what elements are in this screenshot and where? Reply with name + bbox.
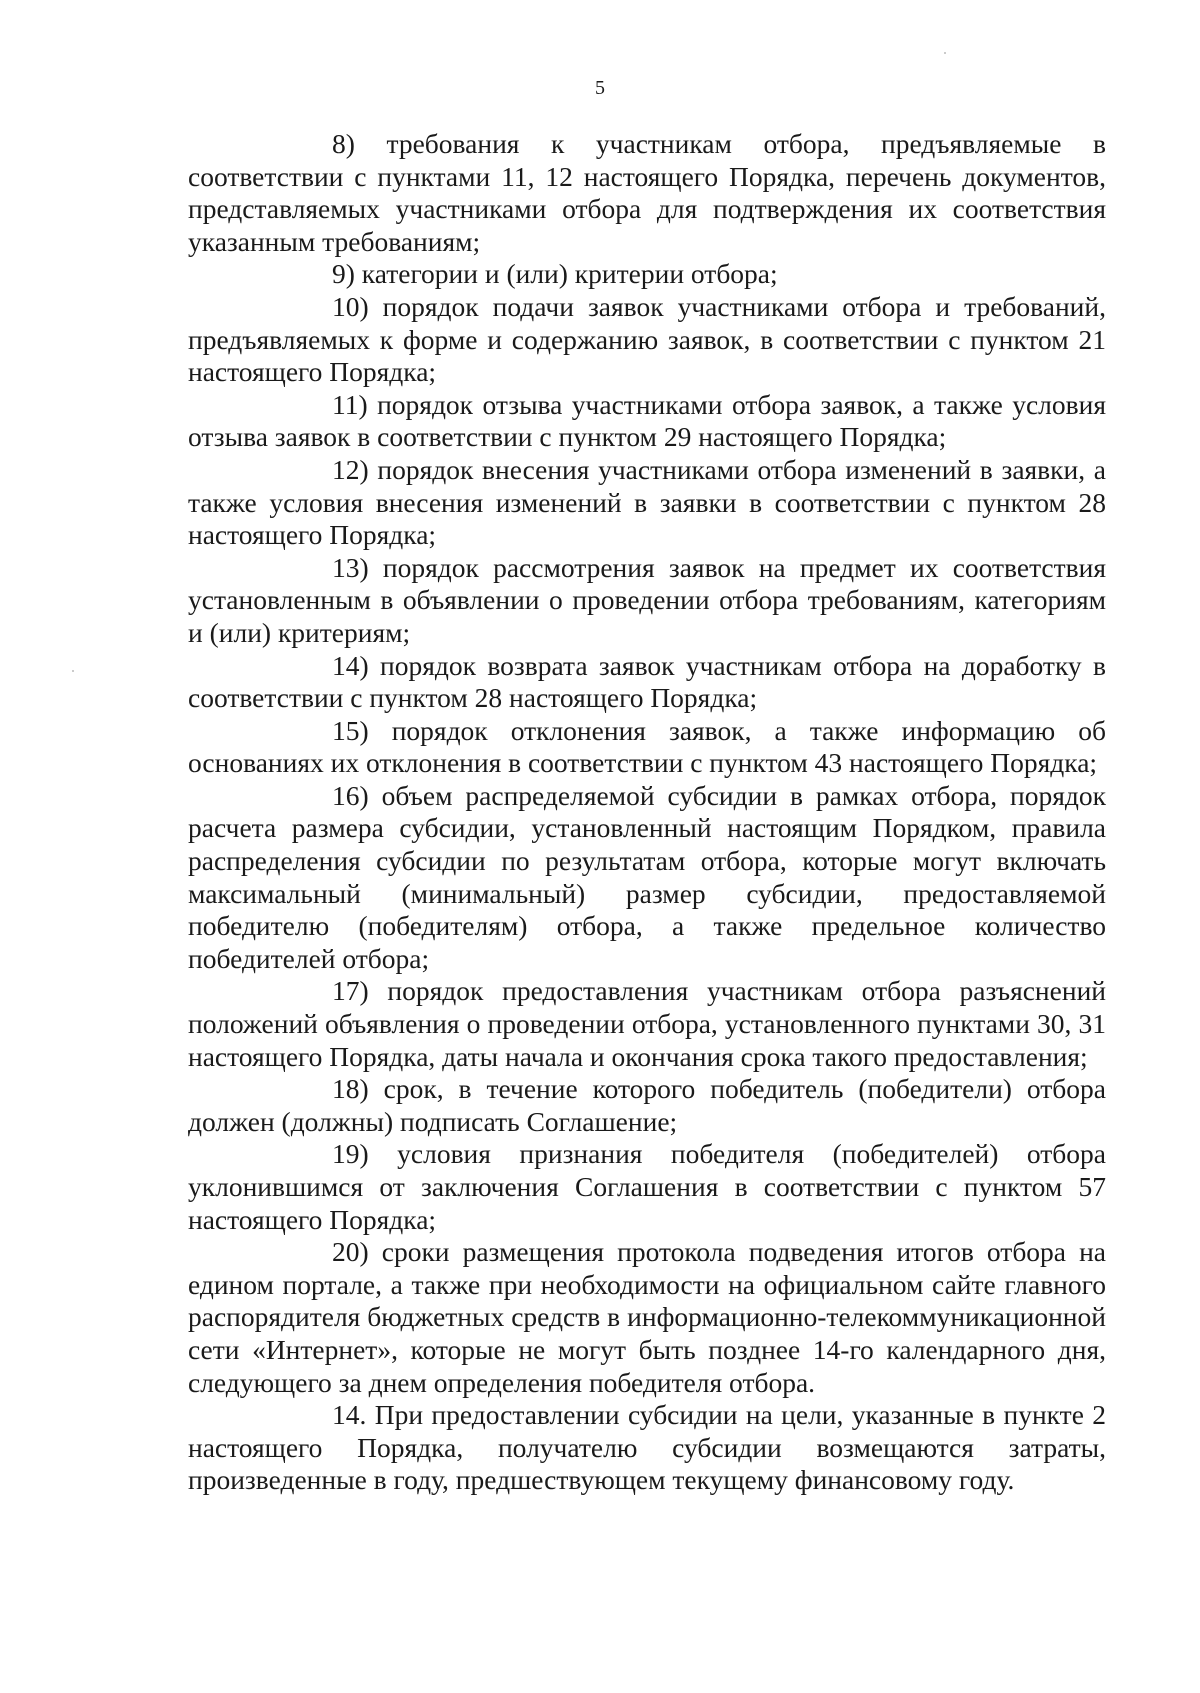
item-text: порядок отклонения заявок, а также информацию об основаниях их отклонения в соответствии с пунктом 43 настоящего Порядка;	[188, 714, 1106, 779]
item-text: сроки размещения протокола подведения итогов отбора на едином портале, а также при необходимости на официальном сайте главного распорядителя бюджетных средств в информационно-телекоммуникационной сети «Интернет», которые не могут быть позднее 14-го календарного дня, следующего за днем определения победителя отбора.	[188, 1236, 1106, 1398]
scan-speck	[72, 670, 74, 672]
item-text: порядок предоставления участникам отбора разъяснений положений объявления о проведении отбора, установленного пунктами 30, 31 настоящего Порядка, даты начала и окончания срока такого предоставления;	[188, 975, 1107, 1072]
item-number: 10)	[332, 290, 369, 322]
item-number: 16)	[332, 779, 369, 811]
section-number: 14.	[332, 1399, 367, 1431]
item-text: порядок отзыва участниками отбора заявок, а также условия отзыва заявок в соответствии с пунктом 29 настоящего Порядка;	[188, 388, 1106, 453]
list-item-19	[188, 1138, 1106, 1236]
item-text: срок, в течение которого победитель (победители) отбора должен (должны) подписать Соглашение;	[188, 1073, 1107, 1137]
item-text: порядок возврата заявок участникам отбора на доработку в соответствии с пунктом 28 настоящего Порядка;	[188, 649, 1106, 714]
page-number: 5	[595, 77, 605, 99]
scan-speck	[944, 52, 946, 54]
list-item-14	[188, 650, 1106, 715]
list-item-18	[188, 1073, 1106, 1138]
item-text: порядок подачи заявок участниками отбора и требований, предъявляемых к форме и содержанию заявок, в соответствии с пунктом 21 настоящего Порядка;	[188, 290, 1106, 388]
list-item-12	[188, 454, 1106, 552]
item-text: порядок внесения участниками отбора изменений в заявки, а также условия внесения изменений в заявки в соответствии с пунктом 28 настоящего Порядка;	[188, 453, 1106, 551]
item-number: 13)	[332, 551, 369, 583]
list-item-11	[188, 389, 1106, 454]
item-text: порядок рассмотрения заявок на предмет их соответствия установленным в объявлении о проведении отбора требованиям, категориям и (или) критериям;	[188, 551, 1107, 648]
item-number: 19)	[332, 1138, 369, 1170]
item-number: 20)	[332, 1236, 369, 1268]
item-number: 9)	[332, 258, 355, 290]
item-number: 15)	[332, 714, 369, 746]
item-number: 17)	[332, 975, 369, 1007]
document-body	[188, 128, 1106, 1497]
item-number: 18)	[332, 1073, 369, 1105]
list-item-16	[188, 780, 1106, 976]
item-number: 14)	[332, 649, 369, 681]
list-item-8	[188, 128, 1106, 258]
item-number: 11)	[332, 388, 368, 420]
section-14	[188, 1399, 1106, 1497]
item-text: категории и (или) критерии отбора;	[361, 258, 778, 290]
list-item-17	[188, 975, 1106, 1073]
item-text: объем распределяемой субсидии в рамках отбора, порядок расчета размера субсидии, установленный настоящим Порядком, правила распределения субсидии по результатам отбора, которые могут включать максимальный (минимальный) размер субсидии, предоставляемой победителю (победителям) отбора, а также предельное количество победителей отбора;	[188, 779, 1106, 974]
item-number: 8)	[332, 128, 355, 159]
list-item-20	[188, 1236, 1106, 1399]
list-item-9	[188, 258, 1106, 291]
section-text: При предоставлении субсидии на цели, указанные в пункте 2 настоящего Порядка, получателю субсидии возмещаются затраты, произведенные в году, предшествующем текущему финансовому году.	[188, 1399, 1106, 1496]
list-item-13	[188, 552, 1106, 650]
list-item-15	[188, 715, 1106, 780]
item-text: условия признания победителя (победителей) отбора уклонившимся от заключения Соглашения в соответствии с пунктом 57 настоящего Порядка;	[188, 1138, 1107, 1235]
item-text: требования к участникам отбора, предъявляемые в соответствии с пунктами 11, 12 настоящего Порядка, перечень документов, представляемых участниками отбора для подтверждения их соответствия указанным требованиям;	[188, 128, 1106, 257]
item-number: 12)	[332, 453, 369, 485]
list-item-10	[188, 291, 1106, 389]
